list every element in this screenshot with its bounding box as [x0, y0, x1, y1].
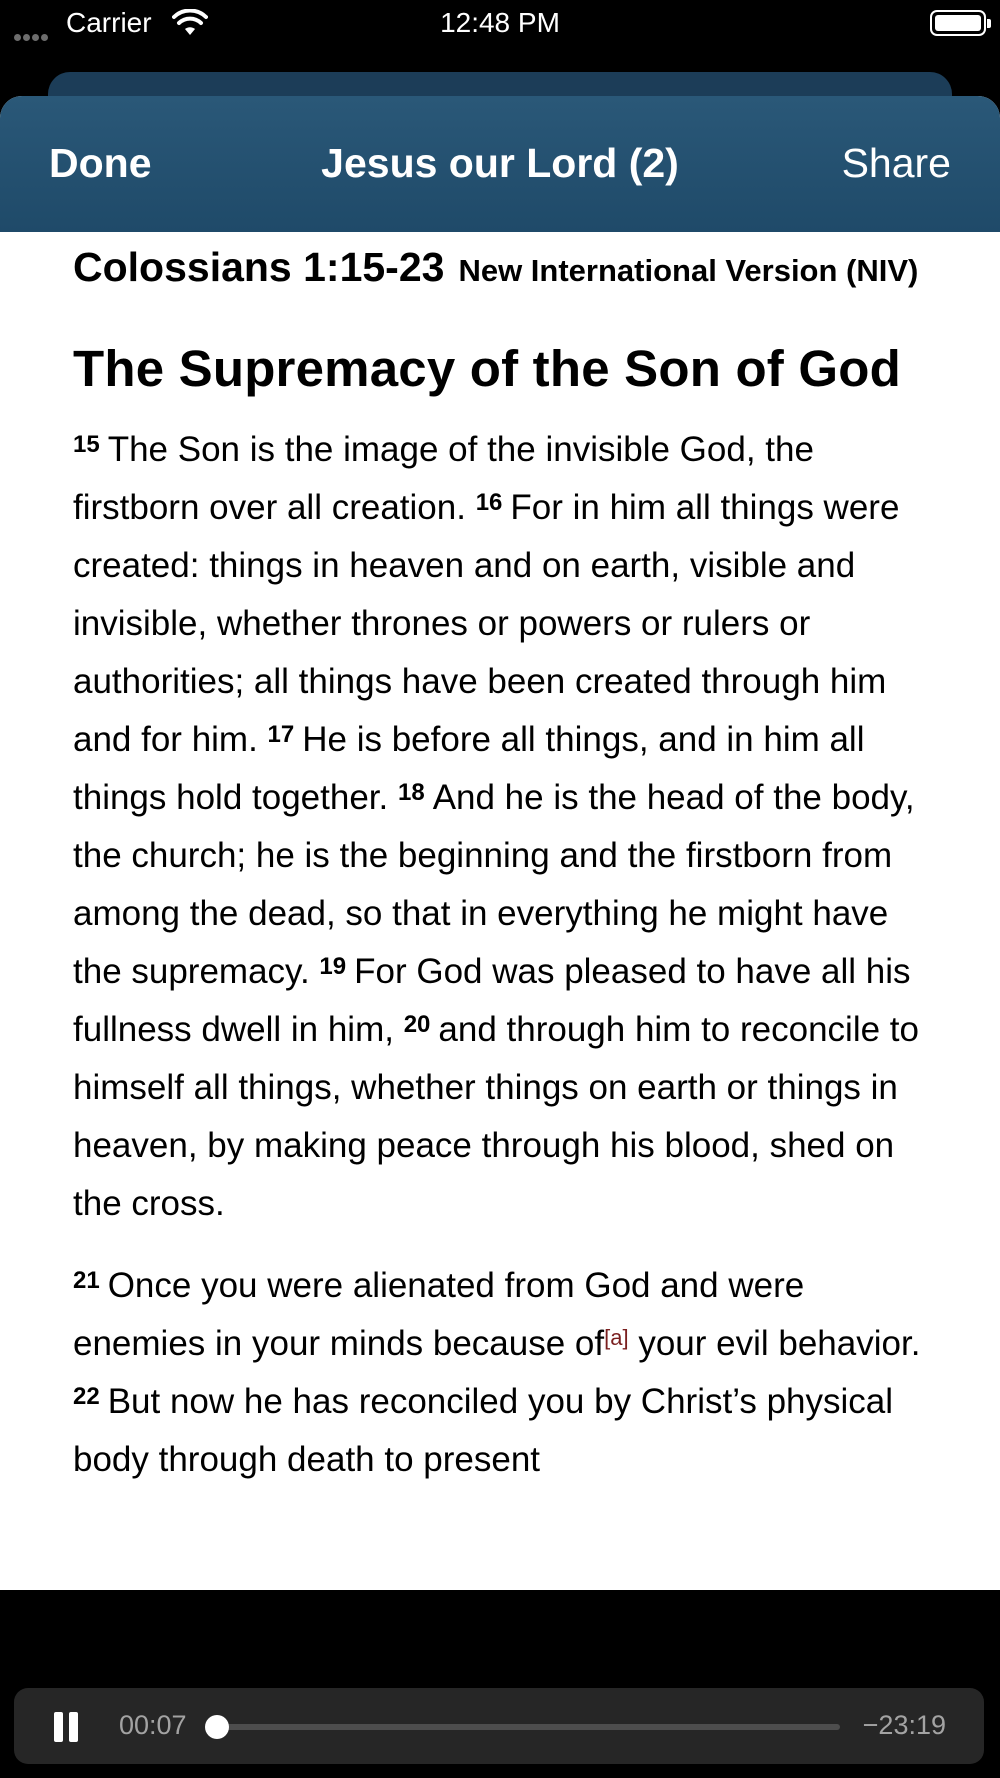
- verse-number: 16: [475, 489, 503, 516]
- passage-content: [73, 244, 943, 1489]
- verse-number: 19: [319, 953, 347, 980]
- verse-text: For God was pleased to have all his fullness dwell in him,: [73, 952, 911, 1049]
- verse-number: 21: [73, 1267, 100, 1294]
- status-time: 12:48 PM: [440, 7, 560, 38]
- paragraph-1: [73, 421, 943, 1233]
- verse-number: 22: [73, 1383, 100, 1410]
- navigation-bar: [0, 96, 1000, 232]
- pause-icon[interactable]: [52, 1712, 80, 1742]
- verse-text: Once you were alienated from God and were enemies in your minds because of: [73, 1266, 805, 1363]
- verse-text: The Son is the image of the invisible God, the firstborn over all creation.: [73, 430, 814, 527]
- passage-header: [73, 244, 943, 290]
- status-bar: [0, 0, 1000, 48]
- time-remaining: −23:19: [862, 1710, 946, 1740]
- passage-reference: Colossians 1:15-23: [73, 244, 445, 290]
- verse-text: your evil behavior.: [638, 1324, 921, 1363]
- time-elapsed: 00:07: [119, 1710, 187, 1740]
- verse-number: 15: [73, 431, 100, 458]
- bible-version: New International Version (NIV): [458, 253, 919, 288]
- progress-thumb[interactable]: [205, 1715, 229, 1739]
- footnote-link[interactable]: [a]: [604, 1325, 629, 1350]
- verse-text: For in him all things were created: things in heaven and on earth, visible and invisible, whether thrones or powers or rulers or authorities; all things have been created through him and for him.: [73, 488, 900, 759]
- passage-sheet: [0, 96, 1000, 1590]
- verse-text: But now he has reconciled you by Christ’s physical body through death to present: [73, 1382, 894, 1479]
- verse-number: 20: [403, 1011, 431, 1038]
- audio-player: [14, 1688, 984, 1764]
- page-title: Jesus our Lord (2): [321, 140, 679, 186]
- verse-text: And he is the head of the body, the church; he is the beginning and the firstborn from among the dead, so that in everything he might have the supremacy.: [73, 778, 915, 991]
- verse-text: and through him to reconcile to himself all things, whether things on earth or things in heaven, by making peace through his blood, shed on the cross.: [73, 1010, 919, 1223]
- share-button[interactable]: Share: [841, 140, 951, 186]
- battery-icon: [930, 10, 986, 36]
- verse-text: He is before all things, and in him all things hold together.: [73, 720, 865, 817]
- verse-number: 17: [267, 721, 295, 748]
- done-button[interactable]: Done: [49, 140, 152, 186]
- progress-track[interactable]: [214, 1724, 840, 1730]
- section-heading: The Supremacy of the Son of God: [73, 340, 901, 397]
- paragraph-2: [73, 1257, 943, 1489]
- carrier-label: Carrier: [66, 7, 152, 38]
- verse-number: 18: [397, 779, 425, 806]
